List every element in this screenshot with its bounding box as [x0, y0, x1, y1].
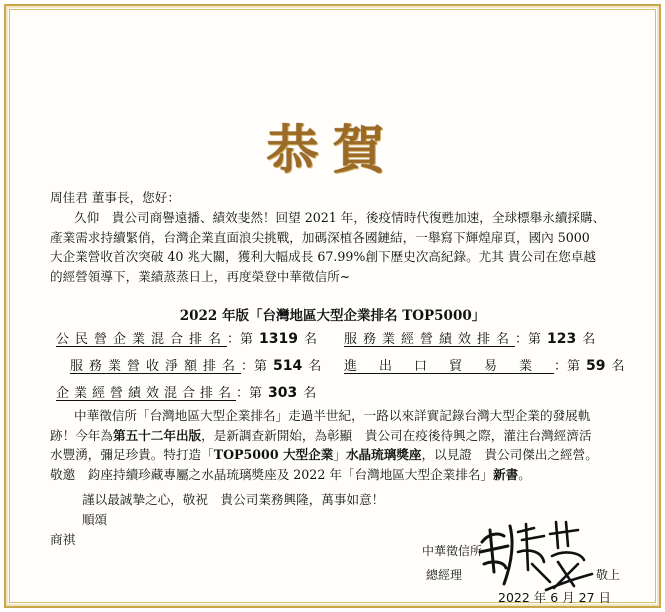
respectfully-text: 敬上: [596, 568, 621, 582]
salutation: 周佳君 董事長，您好：: [50, 190, 180, 205]
document-title: 恭賀: [266, 120, 399, 181]
ranking-label: 服務業經營績效排名: [344, 332, 516, 347]
ranking-unit: 名: [611, 359, 625, 374]
text-run: 。: [518, 466, 531, 482]
body2-line: [50, 445, 598, 465]
text-run: ，是新調查新開始，為彰顯 貴公司在疫後待興之際，灌注台灣經濟活: [201, 427, 592, 443]
ranking-unit: 名: [308, 359, 322, 374]
closing-greeting: 商祺: [50, 532, 76, 547]
text-run: 敬邀 鈞座持續珍藏專屬之水晶琉璃獎座及 2022 年「台灣地區大型企業排名」: [50, 466, 494, 482]
ranking-item: 服務業經營績效排名：第 123 名: [344, 328, 595, 347]
ranking-subtitle: 2022 年版「台灣地區大型企業排名 TOP5000」: [179, 308, 486, 324]
rank-prefix: 第: [254, 359, 268, 374]
ranking-label: 進出口貿易業: [344, 359, 555, 374]
ranking-label: 企業經營績效混合排名: [56, 386, 237, 401]
handwritten-signature: [474, 512, 596, 594]
body2-line: [50, 465, 598, 485]
bold-text: 新書: [493, 466, 519, 482]
ranking-item: 企業經營績效混合排名：第 303 名: [56, 382, 316, 401]
bold-text: 水晶琉璃獎座: [345, 447, 422, 462]
rank-prefix: 第: [567, 359, 581, 374]
body1-line: 的經營領導下，業績蒸蒸日上，再度榮登中華徵信所~: [50, 268, 351, 284]
ranking-item: 服務業營收淨額排名：第 514 名: [70, 355, 321, 374]
body1-line: 大企業營收首次突破 40 兆大關，獲利大幅成長 67.99%創下歷史次高紀錄。尤其 貴公司在您卓越: [50, 249, 597, 264]
text-run: 跡！今年為: [50, 427, 113, 443]
closing-wish: 謹以最誠摯之心，敬祝 貴公司業務興隆，萬事如意！: [82, 492, 385, 507]
text-run: ，以見證 貴公司傑出之經營。: [421, 447, 598, 462]
rank-prefix: 第: [240, 332, 254, 347]
ranking-item: 公民營企業混合排名：第 1319 名: [56, 328, 317, 347]
text-run: 水豐湧，彌足珍貴。特打造「: [50, 447, 214, 462]
rank-prefix: 第: [249, 386, 263, 401]
ranking-unit: 名: [304, 332, 318, 347]
organization-name: 中華徵信所: [422, 544, 483, 558]
rank-prefix: 第: [528, 332, 542, 347]
ranking-unit: 名: [582, 332, 596, 347]
ranking-value: 1319: [259, 331, 299, 347]
text-run: 」: [333, 447, 346, 462]
bold-text: 第五十二年出版: [112, 427, 202, 443]
ranking-value: 59: [586, 358, 606, 374]
ranking-label: 服務業營收淨額排名: [70, 359, 242, 374]
body2-line: [50, 426, 598, 446]
ranking-item: 進出口貿易業：第 59 名: [344, 355, 625, 374]
bold-text: TOP5000 大型企業: [213, 447, 334, 462]
document-date: 2022 年 6 月 27 日: [498, 590, 612, 605]
ranking-value: 303: [268, 385, 298, 401]
ranking-unit: 名: [303, 386, 317, 401]
body-paragraph-2: [50, 406, 598, 484]
ranking-label: 公民營企業混合排名: [56, 332, 228, 347]
signer-title: 總經理: [426, 568, 463, 582]
ranking-value: 514: [273, 358, 303, 374]
ranking-value: 123: [547, 331, 577, 347]
body-paragraph-1: [50, 208, 605, 286]
body1-line: 產業需求持續緊俏，台灣企業直面浪尖挑戰，加碼深植各國鏈結，一舉寫下輝煌扉頁，國內 5000: [50, 229, 590, 245]
body2-line: 中華徵信所「台灣地區大型企業排名」走過半世紀，一路以來詳實記錄台灣大型企業的發展軌: [74, 408, 591, 423]
body1-line: 久仰 貴公司商譽遠播、績效斐然！回望 2021 年，後疫情時代復甦加速，全球標舉永續採購、: [74, 210, 606, 225]
closing-regards: 順頌: [82, 512, 108, 527]
